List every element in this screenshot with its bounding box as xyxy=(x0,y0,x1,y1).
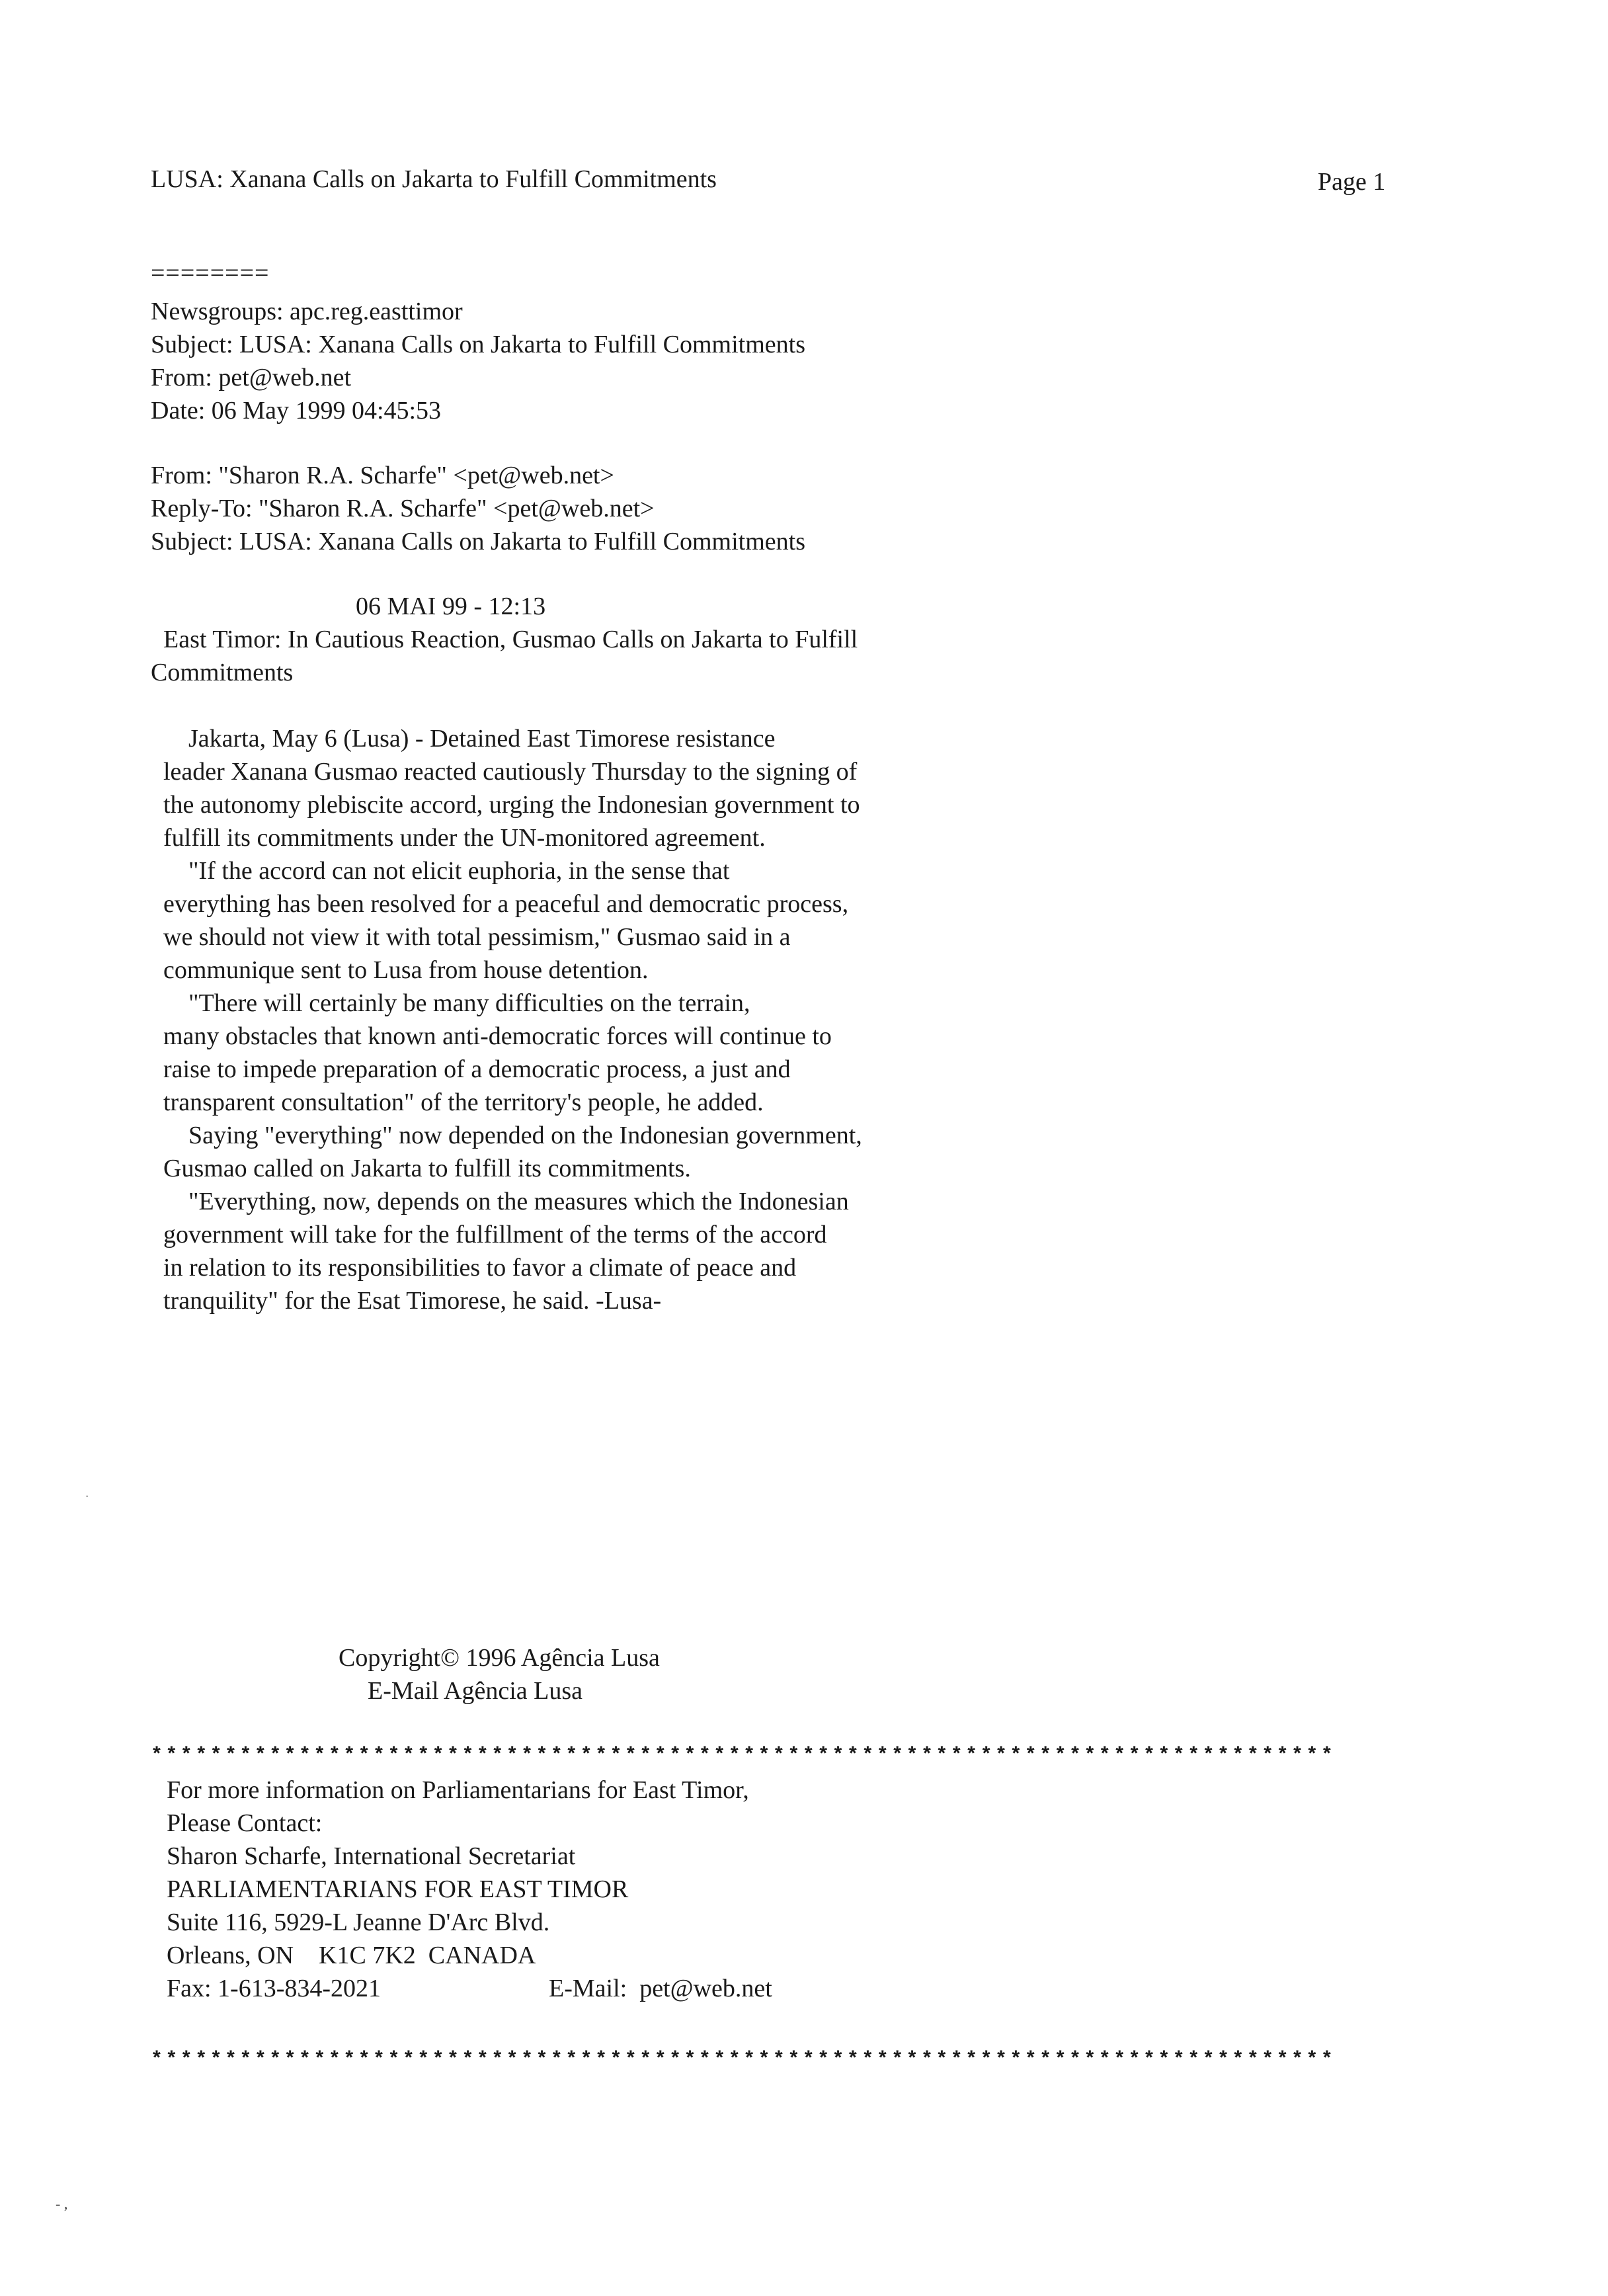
article-line: "There will certainly be many difficulties on the terrain, xyxy=(151,989,750,1017)
contact-block xyxy=(167,1774,772,2005)
copyright-notice: Copyright© 1996 Agência Lusa xyxy=(339,1644,660,1672)
contact-line: Suite 116, 5929-L Jeanne D'Arc Blvd. xyxy=(167,1908,550,1936)
contact-line: Sharon Scharfe, International Secretariat xyxy=(167,1842,576,1870)
mail-subject-line: Subject: LUSA: Xanana Calls on Jakarta to Fulfill Commitments xyxy=(151,528,806,555)
page-number: Page 1 xyxy=(1318,168,1386,196)
article-line: tranquility" for the Esat Timorese, he said. -Lusa- xyxy=(151,1287,662,1315)
date-line: Date: 06 May 1999 04:45:53 xyxy=(151,397,442,425)
article-line: "If the accord can not elicit euphoria, in the sense that xyxy=(151,857,730,885)
email-lusa-link[interactable]: E-Mail Agência Lusa xyxy=(368,1677,583,1705)
article-line: many obstacles that known anti-democratic forces will continue to xyxy=(151,1022,832,1050)
page-header-title: LUSA: Xanana Calls on Jakarta to Fulfill Commitments xyxy=(151,165,717,193)
headline-line: East Timor: In Cautious Reaction, Gusmao Calls on Jakarta to Fulfill xyxy=(151,626,858,653)
star-divider-top: ******************************************************************************** xyxy=(151,1744,1336,1767)
article-line: raise to impede preparation of a democratic process, a just and xyxy=(151,1055,791,1083)
article-line: fulfill its commitments under the UN-monitored agreement. xyxy=(151,824,766,852)
fax-number: Fax: 1-613-834-2021 xyxy=(167,1975,382,2002)
contact-line: Please Contact: xyxy=(167,1809,323,1837)
mail-from-line: From: "Sharon R.A. Scharfe" <pet@web.net> xyxy=(151,462,614,489)
article-line: the autonomy plebiscite accord, urging the Indonesian government to xyxy=(151,791,860,819)
scan-speck: - , xyxy=(56,2195,68,2212)
subject-line: Subject: LUSA: Xanana Calls on Jakarta to Fulfill Commitments xyxy=(151,331,806,358)
contact-line: PARLIAMENTARIANS FOR EAST TIMOR xyxy=(167,1875,629,1903)
article-line: Gusmao called on Jakarta to fulfill its commitments. xyxy=(151,1155,691,1182)
mail-header xyxy=(151,459,805,558)
article-line: government will take for the fulfillment of the terms of the accord xyxy=(151,1221,827,1249)
newsgroup-header xyxy=(151,295,805,427)
headline-line: Commitments xyxy=(151,659,294,686)
article-line: communique sent to Lusa from house detention. xyxy=(151,956,649,984)
separator-line: ======== xyxy=(151,259,270,287)
article-line: "Everything, now, depends on the measures which the Indonesian xyxy=(151,1188,849,1215)
article-line: in relation to its responsibilities to favor a climate of peace and xyxy=(151,1254,797,1282)
scan-speck: · xyxy=(85,1488,90,1504)
article-headline xyxy=(151,623,858,689)
article-line: leader Xanana Gusmao reacted cautiously Thursday to the signing of xyxy=(151,758,858,786)
star-divider-bottom: ******************************************************************************** xyxy=(151,2049,1336,2071)
contact-line: For more information on Parliamentarians for East Timor, xyxy=(167,1776,749,1804)
article-body xyxy=(151,722,990,1317)
article-line: everything has been resolved for a peaceful and democratic process, xyxy=(151,890,849,918)
fax-email-row xyxy=(167,1972,772,2005)
article-line: Jakarta, May 6 (Lusa) - Detained East Timorese resistance xyxy=(151,725,776,753)
newsgroups-line: Newsgroups: apc.reg.easttimor xyxy=(151,298,463,325)
reply-to-line: Reply-To: "Sharon R.A. Scharfe" <pet@web.net> xyxy=(151,495,655,522)
from-line: From: pet@web.net xyxy=(151,364,352,391)
article-line: Saying "everything" now depended on the Indonesian government, xyxy=(151,1122,862,1149)
article-dateline: 06 MAI 99 - 12:13 xyxy=(356,593,546,620)
contact-email[interactable]: E-Mail: pet@web.net xyxy=(549,1975,772,2002)
contact-line: Orleans, ON K1C 7K2 CANADA xyxy=(167,1942,536,1969)
article-line: transparent consultation" of the territory's people, he added. xyxy=(151,1088,764,1116)
article-line: we should not view it with total pessimism," Gusmao said in a xyxy=(151,923,791,951)
